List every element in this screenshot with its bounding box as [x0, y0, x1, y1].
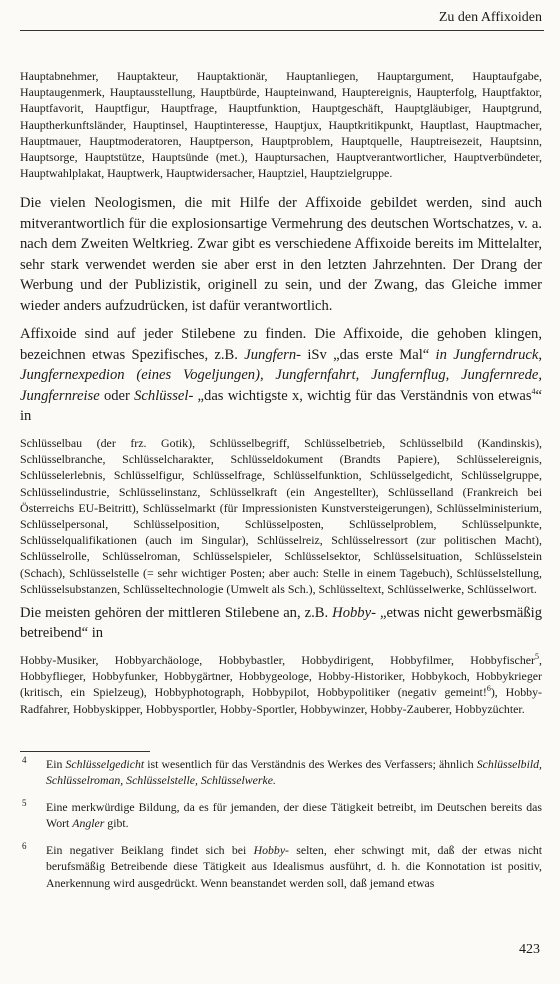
text-run: ), Hobby-Radfahrer, Hobbyskipper, Hobbysportler, Hobby-Sportler, Hobbywinzer, Hobby-Zauberer, Hobbyzüchter. — [20, 685, 542, 716]
text-run: Die meisten gehören der mittleren Stilebene an, z.B. — [20, 604, 333, 621]
running-head — [20, 6, 544, 31]
paragraph-mittlere-stilebene — [20, 603, 542, 644]
footnote-5 — [20, 799, 542, 832]
text-run: ist wesentlich für das Verständnis des Werkes des Verfassers; ähnlich — [144, 756, 477, 771]
text-run: „etwas nicht gewerbsmäßig betreibend“ in — [20, 604, 542, 642]
text-run: „das wichtigste x, wichtig für das Verständnis von etwas — [193, 387, 532, 404]
footnote-rule — [20, 751, 150, 752]
footnotes — [20, 756, 542, 892]
italic-run: Hobby- — [253, 842, 289, 857]
haupt-word-list: Hauptabnehmer, Hauptakteur, Hauptaktionär, Hauptanliegen, Hauptargument, Hauptaufgabe, Hauptaugenmerk, Hauptausstellung, Hauptbürde, Haupteinwand, Hauptereignis, Haupterfolg, Hauptfaktor, Hauptfavorit, Hauptfigur, Hauptfrage, Hauptfunktion, Hauptgeschäft, Hauptgläubiger, Hauptgrund, Hauptherkunftsländer, Hauptinsel, Hauptinteresse, Hauptjux, Hauptkritikpunkt, Hauptlast, Hauptmacher, Hauptmauer, Hauptmoderatoren, Hauptperson, Hauptproblem, Hauptquelle, Hauptreisezeit, Hauptsinn, Hauptsorge, Hauptstütze, Hauptsünde (met.), Hauptursachen, Hauptverantwortlicher, Hauptverbündeter, Hauptwahlplakat, Hauptwerk, Hauptwidersacher, Hauptziel, Hauptzielgruppe. — [20, 69, 542, 181]
paragraph-neologisms: Die vielen Neologismen, die mit Hilfe der Affixoide gebildet werden, sind auch mitverantwortlich für die explosionsartige Vermehrung des deutschen Wortschatzes, v. a. nach dem Zweiten Weltkrieg. Zwar gibt es verschiedene Affixoide bereits im Mittelalter, sehr stark verwendet werden sie aber erst in den letzten Jahrzehnten. Der Drang der Werbung und der Publizistik, originell zu sein, und der Zwang, das Gleiche immer wieder anders aufzudrücken, ist dafür verantwortlich. — [20, 195, 542, 314]
italic-run: Angler — [72, 816, 105, 831]
italic-run: Schlüssel- — [134, 387, 194, 404]
italic-run: Schlüsselbild, Schlüsselroman, Schlüsselstelle, Schlüsselwerke. — [46, 756, 542, 788]
page-number: 423 — [519, 942, 540, 957]
footnote-ref-5: 5 — [535, 651, 540, 661]
text-run: Affixoide sind auf jeder Stilebene zu finden. Die Affixoide, die gehoben klingen, bezeichnen etwas Spezifisches, z.B. — [20, 326, 542, 363]
footnote-number: 5 — [22, 797, 27, 808]
footnote-4 — [20, 756, 542, 789]
footnote-ref-6: 6 — [486, 684, 491, 694]
text-run: selten, eher schwingt mit, daß der etwas nicht berufsmäßig Betreibende diese Tätigkeit aus Idealismus ausführt, d. h. die Konnotation ist positiv, Anerkennung wird ausgedrückt. Wenn beanstandet werden soll, daß jemand etwas — [46, 842, 542, 890]
footnote-number: 4 — [22, 754, 27, 765]
footnote-ref-4: 4 — [531, 387, 536, 397]
text-run: “ in — [20, 387, 543, 425]
hobby-word-list — [20, 652, 542, 717]
text-run: oder — [99, 387, 135, 404]
paragraph-stilebene — [20, 324, 542, 427]
text-run: Ein — [46, 756, 66, 771]
text-run: , Hobbyflieger, Hobbyfunker, Hobbygärtner, Hobbygeologe, Hobby-Historiker, Hobbykoch, Hobbykrieger (kritisch, ein Spielzeug), Hobbyphotograph, Hobbypilot, Hobbypolitiker (negativ gemeint! — [20, 652, 542, 700]
text-run: iSv „das erste Mal“ — [301, 346, 436, 363]
text-run: Hobby-Musiker, Hobbyarchäologe, Hobbybastler, Hobbydirigent, Hobbyfilmer, Hobbyfischer — [20, 652, 536, 667]
italic-run: Hobby- — [332, 604, 376, 621]
footnote-number: 6 — [22, 840, 27, 851]
text-run: gibt. — [104, 816, 129, 831]
schluessel-word-list: Schlüsselbau (der frz. Gotik), Schlüsselbegriff, Schlüsselbetrieb, Schlüsselbild (Kandinskis), Schlüsselbranche, Schlüsselcharakter, Schlüsseldokument (Brandts Papiere), Schlüsselereignis, Schlüsselerlebnis, Schlüsselfigur, Schlüsselfrage, Schlüsselfunktion, Schlüsselgedicht, Schlüsselgruppe, Schlüsselindustrie, Schlüsselinstanz, Schlüsselkraft (ein Angestellter), Schlüsselland (Frankreich bei Österreichs EU-Beitritt), Schlüsselmarkt (für Impressionisten Kunstversteigerungen), Schlüsselministerium, Schlüsselpersonal, Schlüsselposition, Schlüsselposten, Schlüsselproblem, Schlüsselpunkte, Schlüsselqualifikationen (auch im Singular), Schlüsselreiz, Schlüsselressort (zur politischen Macht), Schlüsselrolle, Schlüsselroman, Schlüsselspieler, Schlüsselsektor, Schlüsselsituation, Schlüsselstein (Schach), Schlüsselstelle (= sehr wichtiger Posten; aber auch: Stelle in einem Tagebuch), Schlüsselstellung, Schlüsselsubstanzen, Schlüsseltechnologie (Umwelt als Sch.), Schlüsseltext, Schlüsselwerke, Schlüsselwort. — [20, 435, 542, 596]
text-run: Ein negativer Beiklang findet sich bei — [46, 842, 254, 857]
footnote-6 — [20, 842, 542, 892]
italic-run: in Jungferndruck, Jungfernexpedion (eines Vogeljungen), Jungfernfahrt, Jungfernflug, Jungfernrede, Jungfernreise — [20, 346, 542, 404]
italic-run: Schlüsselgedicht — [65, 756, 145, 771]
running-head-title: Zu den Affixoiden — [438, 10, 542, 25]
page-body — [20, 68, 542, 891]
text-run: Eine merkwürdige Bildung, da es für jemanden, der diese Tätigkeit betreibt, im Deutschen bereits das Wort — [46, 799, 542, 831]
italic-run: Jungfern- — [244, 346, 301, 363]
